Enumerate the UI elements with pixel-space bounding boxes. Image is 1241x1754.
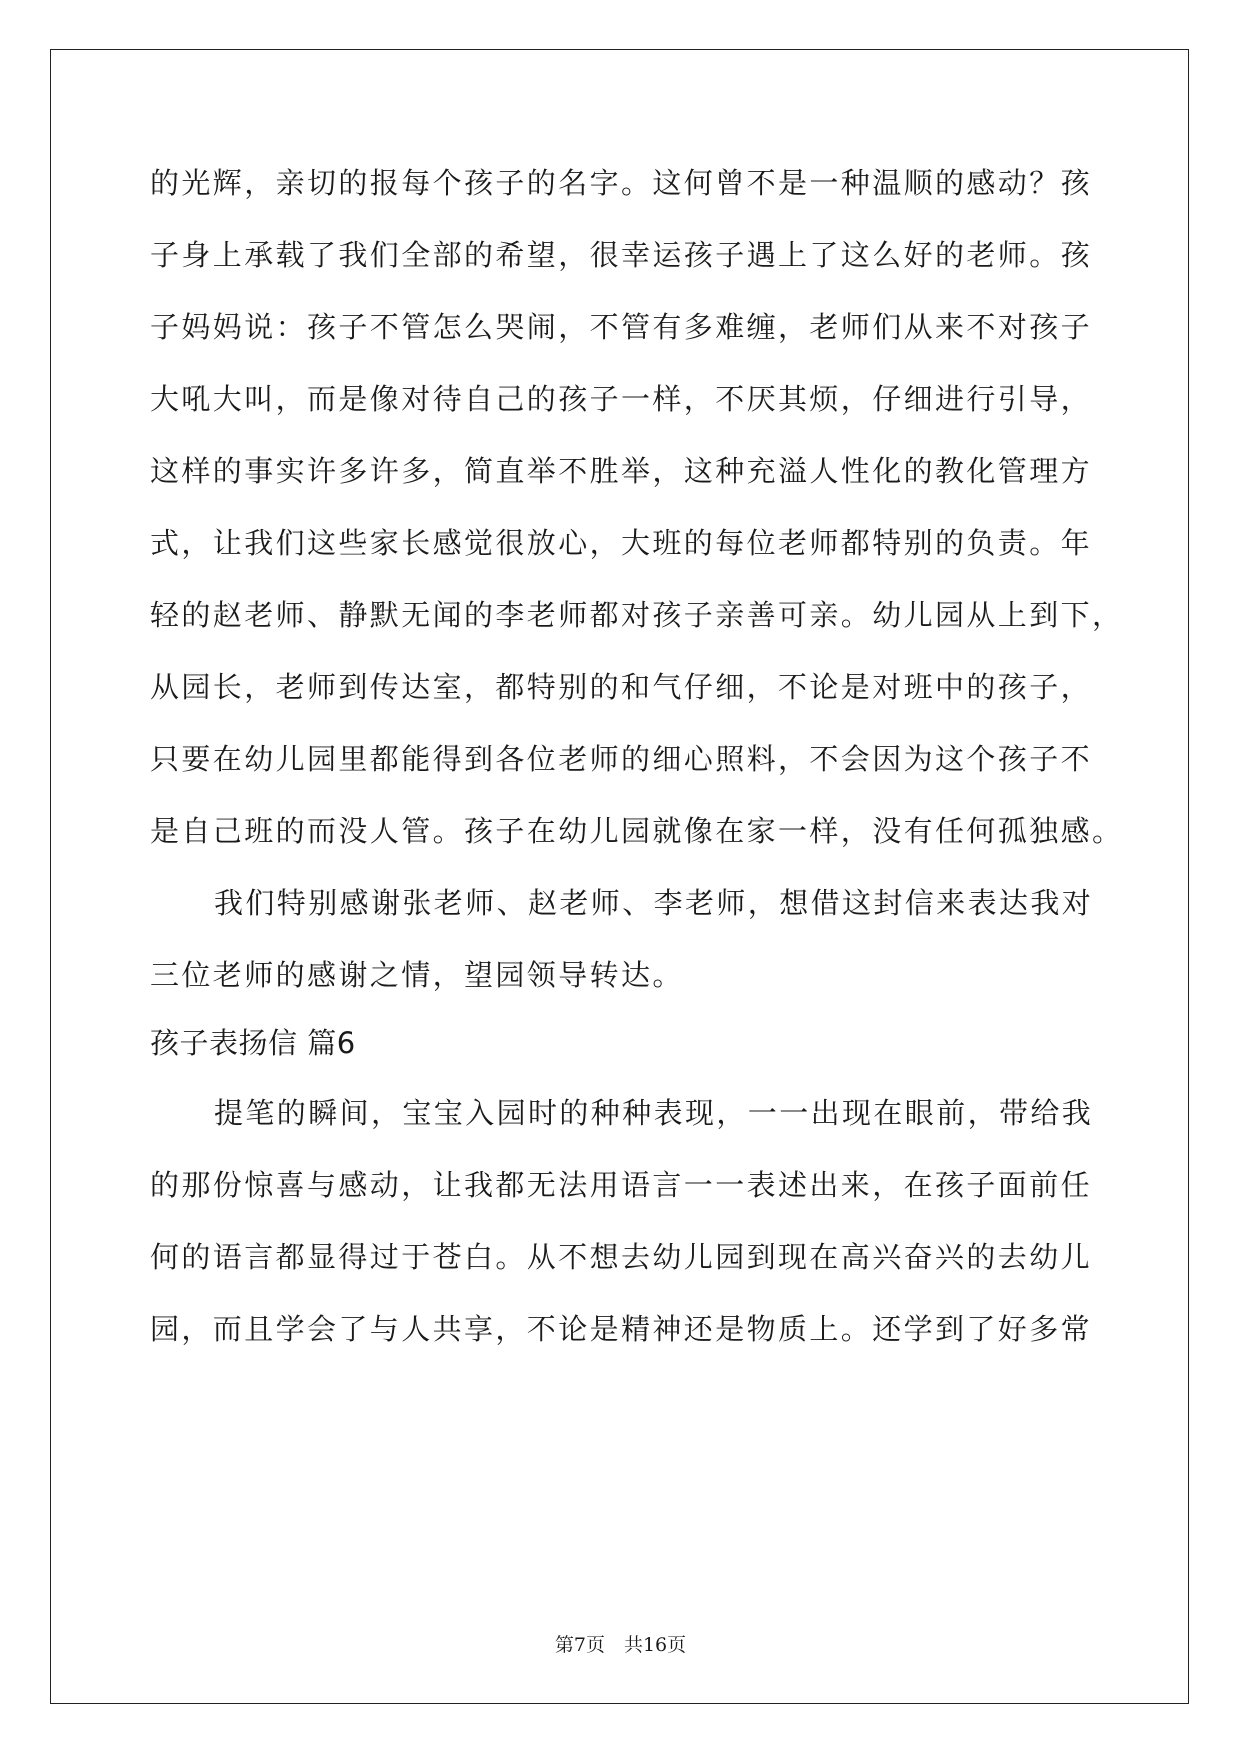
paragraph-line: 子妈妈说：孩子不管怎么哭闹，不管有多难缠，老师们从来不对孩子 <box>150 310 1093 344</box>
paragraph-line: 轻的赵老师、静默无闻的李老师都对孩子亲善可亲。幼儿园从上到下， <box>150 598 1124 632</box>
paragraph-line: 三位老师的感谢之情，望园领导转达。 <box>150 958 684 992</box>
paragraph-line: 园，而且学会了与人共享，不论是精神还是物质上。还学到了好多常 <box>150 1312 1093 1346</box>
paragraph-line: 从园长，老师到传达室，都特别的和气仔细，不论是对班中的孩子， <box>150 670 1093 704</box>
paragraph-line: 的那份惊喜与感动，让我都无法用语言一一表述出来，在孩子面前任 <box>150 1168 1093 1202</box>
paragraph-line: 的光辉，亲切的报每个孩子的名字。这何曾不是一种温顺的感动？孩 <box>150 166 1093 200</box>
paragraph-line: 何的语言都显得过于苍白。从不想去幼儿园到现在高兴奋兴的去幼儿 <box>150 1240 1093 1274</box>
paragraph-line: 提笔的瞬间，宝宝入园时的种种表现，一一出现在眼前，带给我 <box>214 1096 1094 1130</box>
paragraph-line: 式，让我们这些家长感觉很放心，大班的每位老师都特别的负责。年 <box>150 526 1093 560</box>
paragraph-line: 我们特别感谢张老师、赵老师、李老师，想借这封信来表达我对 <box>214 886 1094 920</box>
paragraph-line: 只要在幼儿园里都能得到各位老师的细心照料，不会因为这个孩子不 <box>150 742 1093 776</box>
paragraph-line: 是自己班的而没人管。孩子在幼儿园就像在家一样，没有任何孤独感。 <box>150 814 1124 848</box>
section-heading: 孩子表扬信 篇6 <box>150 1026 356 1060</box>
page-number-footer: 第7页 共16页 <box>554 1634 687 1656</box>
paragraph-line: 这样的事实许多许多，简直举不胜举，这种充溢人性化的教化管理方 <box>150 454 1093 488</box>
paragraph-line: 大吼大叫，而是像对待自己的孩子一样，不厌其烦，仔细进行引导， <box>150 382 1093 416</box>
page-border <box>50 49 1189 1704</box>
paragraph-line: 子身上承载了我们全部的希望，很幸运孩子遇上了这么好的老师。孩 <box>150 238 1093 272</box>
